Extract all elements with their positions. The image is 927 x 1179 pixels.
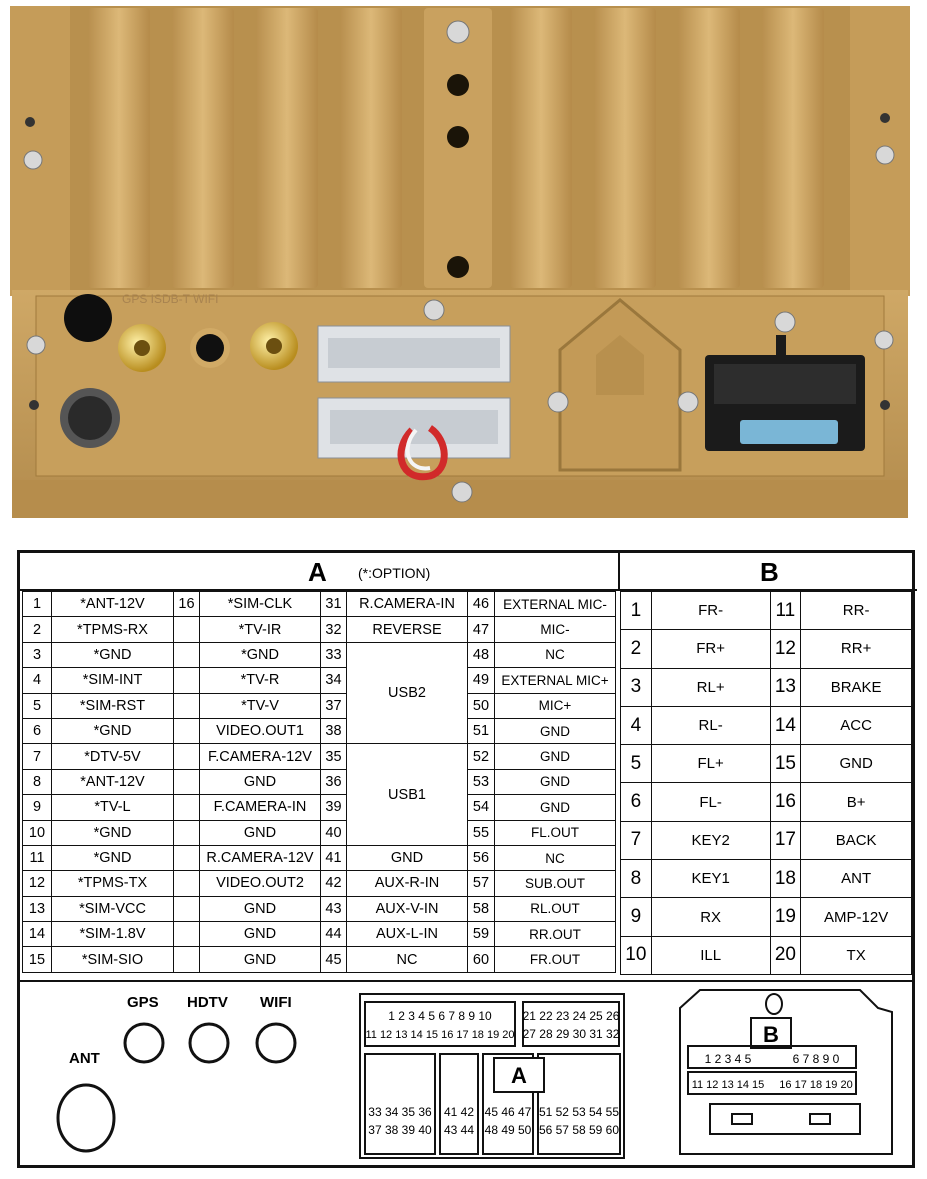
pin-function: AUX-R-IN — [347, 871, 468, 896]
pin-function: ANT — [801, 860, 912, 898]
pin-function: RR+ — [801, 630, 912, 668]
pin-function: AUX-V-IN — [347, 896, 468, 921]
pin-number: 59 — [468, 922, 495, 947]
pin-function: *TV-IR — [200, 617, 321, 642]
pin-function: FR- — [651, 592, 770, 630]
pin-number: 15 — [770, 745, 801, 783]
table-b-row — [621, 668, 912, 706]
pin-number — [174, 820, 200, 845]
pin-function: *GND — [52, 642, 174, 667]
pin-function: F.CAMERA-IN — [200, 795, 321, 820]
b-pins-6-0: 6 7 8 9 0 — [792, 1052, 840, 1066]
pin-number: 48 — [468, 642, 495, 667]
pin-function: RL.OUT — [495, 896, 616, 921]
pin-function: TX — [801, 936, 912, 974]
pin-function: *ANT-12V — [52, 769, 174, 794]
rear-panel-photo — [0, 0, 927, 520]
table-b-row — [621, 745, 912, 783]
pin-number — [174, 947, 200, 972]
pin-number: 46 — [468, 592, 495, 617]
pin-function: FL- — [651, 783, 770, 821]
pin-number: 34 — [321, 668, 347, 693]
pin-number: 41 — [321, 845, 347, 870]
pin-number: 60 — [468, 947, 495, 972]
pin-number: 17 — [770, 821, 801, 859]
pin-number: 20 — [770, 936, 801, 974]
pin-function: GND — [495, 769, 616, 794]
table-a-row — [23, 896, 616, 921]
pin-function: NC — [495, 642, 616, 667]
pin-number: 9 — [621, 898, 652, 936]
pin-function: F.CAMERA-12V — [200, 744, 321, 769]
pin-number: 53 — [468, 769, 495, 794]
pin-function: GND — [200, 820, 321, 845]
pin-function: SUB.OUT — [495, 871, 616, 896]
pin-function: MIC- — [495, 617, 616, 642]
pin-function: NC — [347, 947, 468, 972]
table-a-row — [23, 668, 616, 693]
pin-number: 31 — [321, 592, 347, 617]
b-pins-16-20: 16 17 18 19 20 — [779, 1079, 853, 1091]
table-b-row — [621, 821, 912, 859]
pin-number: 10 — [621, 936, 652, 974]
pin-function: *GND — [52, 718, 174, 743]
pin-number: 11 — [770, 592, 801, 630]
pin-function: GND — [495, 795, 616, 820]
pin-number: 6 — [23, 718, 52, 743]
pin-number: 10 — [23, 820, 52, 845]
table-b-row — [621, 592, 912, 630]
pin-number: 3 — [23, 642, 52, 667]
table-a-row — [23, 744, 616, 769]
table-a-row — [23, 617, 616, 642]
pin-function: GND — [200, 947, 321, 972]
pin-number: 33 — [321, 642, 347, 667]
a-pins-1-10: 1 2 3 4 5 6 7 8 9 10 — [388, 1009, 492, 1023]
pin-number: 13 — [23, 896, 52, 921]
pin-number: 4 — [23, 668, 52, 693]
table-b-row — [621, 630, 912, 668]
pin-number: 8 — [621, 860, 652, 898]
pin-number: 36 — [321, 769, 347, 794]
table-a-row — [23, 718, 616, 743]
pin-function: *TV-L — [52, 795, 174, 820]
pin-number: 11 — [23, 845, 52, 870]
pin-number: 40 — [321, 820, 347, 845]
pin-function: GND — [200, 896, 321, 921]
connector-outlines — [20, 982, 915, 1170]
pin-function: *SIM-VCC — [52, 896, 174, 921]
pin-number — [174, 922, 200, 947]
pin-function: *DTV-5V — [52, 744, 174, 769]
table-b-row — [621, 860, 912, 898]
pin-function: B+ — [801, 783, 912, 821]
pin-number: 1 — [23, 592, 52, 617]
pin-function: R.CAMERA-IN — [347, 592, 468, 617]
pin-number — [174, 718, 200, 743]
table-b-row — [621, 783, 912, 821]
pin-function: GND — [200, 769, 321, 794]
pin-function: AMP-12V — [801, 898, 912, 936]
pin-number: 2 — [621, 630, 652, 668]
pin-function: GND — [801, 745, 912, 783]
b-pins-1-5: 1 2 3 4 5 — [704, 1052, 752, 1066]
pin-number: 4 — [621, 706, 652, 744]
pin-number — [174, 642, 200, 667]
a-pins-21-26: 21 22 23 24 25 26 — [522, 1009, 620, 1023]
pin-function: *SIM-CLK — [200, 592, 321, 617]
pin-function: *ANT-12V — [52, 592, 174, 617]
pin-number: 32 — [321, 617, 347, 642]
connector-b-label: B — [763, 1022, 779, 1047]
a-pins-48-50: 48 49 50 — [484, 1123, 532, 1137]
pin-number — [174, 769, 200, 794]
pin-number: 47 — [468, 617, 495, 642]
pin-function: GND — [200, 922, 321, 947]
pin-function: RX — [651, 898, 770, 936]
connector-panel — [12, 290, 908, 518]
pin-function: EXTERNAL MIC- — [495, 592, 616, 617]
pin-number: 38 — [321, 718, 347, 743]
a-pins-45-47: 45 46 47 — [484, 1105, 532, 1119]
pin-function: FR.OUT — [495, 947, 616, 972]
pin-number: 39 — [321, 795, 347, 820]
pin-function: RR.OUT — [495, 922, 616, 947]
wifi-label: WIFI — [260, 994, 292, 1011]
pin-function: GND — [495, 718, 616, 743]
pin-function: KEY1 — [651, 860, 770, 898]
table-a-row — [23, 592, 616, 617]
pin-number: 42 — [321, 871, 347, 896]
table-a-row — [23, 795, 616, 820]
gps-label: GPS — [127, 994, 159, 1011]
isdbt-socket — [196, 334, 224, 362]
pin-number: 15 — [23, 947, 52, 972]
pin-number: 13 — [770, 668, 801, 706]
table-a-row — [23, 922, 616, 947]
pin-number: 5 — [23, 693, 52, 718]
pin-function: RL+ — [651, 668, 770, 706]
pinout-table-b — [620, 591, 912, 975]
pin-number — [174, 617, 200, 642]
pin-number: 58 — [468, 896, 495, 921]
pin-number — [174, 795, 200, 820]
a-pins-43-44: 43 44 — [443, 1123, 475, 1137]
pin-function: FR+ — [651, 630, 770, 668]
pin-function: *SIM-INT — [52, 668, 174, 693]
pin-function: RR- — [801, 592, 912, 630]
pin-number: 43 — [321, 896, 347, 921]
pin-function: *SIM-SIO — [52, 947, 174, 972]
pin-number: 5 — [621, 745, 652, 783]
a-pins-33-36: 33 34 35 36 — [368, 1105, 432, 1119]
pin-number: 44 — [321, 922, 347, 947]
pin-function: *TPMS-RX — [52, 617, 174, 642]
table-b-row — [621, 936, 912, 974]
pin-number: 7 — [621, 821, 652, 859]
pin-number: 8 — [23, 769, 52, 794]
pin-number: 16 — [770, 783, 801, 821]
gps-port-symbol — [125, 1024, 163, 1062]
pin-function: *SIM-1.8V — [52, 922, 174, 947]
pin-number — [174, 668, 200, 693]
usb1-cell: USB1 — [347, 744, 468, 846]
hdtv-port-symbol — [190, 1024, 228, 1062]
section-b-header — [618, 553, 917, 591]
pin-number: 50 — [468, 693, 495, 718]
pin-function: *TPMS-TX — [52, 871, 174, 896]
pin-function: BACK — [801, 821, 912, 859]
pin-function: MIC+ — [495, 693, 616, 718]
radio-antenna-socket — [68, 396, 112, 440]
pin-function: GND — [495, 744, 616, 769]
pin-number: 45 — [321, 947, 347, 972]
pin-number: 6 — [621, 783, 652, 821]
pin-number: 7 — [23, 744, 52, 769]
table-a-row — [23, 820, 616, 845]
pin-function: *GND — [52, 845, 174, 870]
table-a-row — [23, 642, 616, 667]
pin-function: FL+ — [651, 745, 770, 783]
pin-function: EXTERNAL MIC+ — [495, 668, 616, 693]
pin-number: 14 — [23, 922, 52, 947]
pin-number — [174, 871, 200, 896]
a-pins-27-32: 27 28 29 30 31 32 — [522, 1027, 620, 1041]
table-a-row — [23, 693, 616, 718]
pin-function: REVERSE — [347, 617, 468, 642]
ant-label: ANT — [69, 1050, 100, 1067]
pin-function: VIDEO.OUT2 — [200, 871, 321, 896]
pin-number: 18 — [770, 860, 801, 898]
pin-function: ACC — [801, 706, 912, 744]
pin-number — [174, 896, 200, 921]
pin-number — [174, 845, 200, 870]
pin-number: 37 — [321, 693, 347, 718]
connector-diagram — [20, 980, 915, 1170]
table-a-row — [23, 947, 616, 972]
pin-function: GND — [347, 845, 468, 870]
pin-number: 14 — [770, 706, 801, 744]
pin-number: 9 — [23, 795, 52, 820]
pin-number: 12 — [770, 630, 801, 668]
pin-function: VIDEO.OUT1 — [200, 718, 321, 743]
pin-number: 3 — [621, 668, 652, 706]
connector-a-label: A — [511, 1063, 527, 1088]
ant-port-symbol — [58, 1085, 114, 1151]
pin-function: *TV-V — [200, 693, 321, 718]
pinout-table-a — [22, 591, 616, 973]
heatsink — [10, 6, 910, 296]
pin-function: ILL — [651, 936, 770, 974]
table-b-row — [621, 706, 912, 744]
wiring-diagram — [17, 550, 915, 1168]
pin-function: KEY2 — [651, 821, 770, 859]
pin-function: NC — [495, 845, 616, 870]
option-note: (*:OPTION) — [358, 565, 431, 581]
pin-number — [174, 693, 200, 718]
section-a-title: A — [308, 557, 327, 587]
pin-number: 57 — [468, 871, 495, 896]
fuse — [740, 420, 838, 444]
hdtv-label: HDTV — [187, 994, 228, 1011]
a-pins-41-42: 41 42 — [443, 1105, 475, 1119]
a-pins-56-60: 56 57 58 59 60 — [538, 1123, 620, 1137]
pin-function: *GND — [52, 820, 174, 845]
ant-socket-top — [64, 294, 112, 342]
pin-number: 49 — [468, 668, 495, 693]
a-pins-37-40: 37 38 39 40 — [368, 1123, 432, 1137]
table-a-row — [23, 871, 616, 896]
panel-engraving: GPS ISDB-T WIFI — [122, 292, 219, 306]
pin-number: 52 — [468, 744, 495, 769]
pin-function: R.CAMERA-12V — [200, 845, 321, 870]
pin-function: RL- — [651, 706, 770, 744]
pin-number: 55 — [468, 820, 495, 845]
a-pins-11-20: 11 12 13 14 15 16 17 18 19 20 — [365, 1029, 515, 1041]
pin-function: *TV-R — [200, 668, 321, 693]
b-pins-11-15: 11 12 13 14 15 — [691, 1079, 765, 1091]
pin-number — [174, 744, 200, 769]
a-pins-51-55: 51 52 53 54 55 — [538, 1105, 620, 1119]
pin-function: AUX-L-IN — [347, 922, 468, 947]
usb2-cell: USB2 — [347, 642, 468, 744]
pin-number: 12 — [23, 871, 52, 896]
pin-number: 16 — [174, 592, 200, 617]
pin-function: *GND — [200, 642, 321, 667]
pin-function: FL.OUT — [495, 820, 616, 845]
pin-number: 1 — [621, 592, 652, 630]
table-a-row — [23, 769, 616, 794]
pin-number: 35 — [321, 744, 347, 769]
pin-number: 19 — [770, 898, 801, 936]
section-a-header — [20, 553, 618, 591]
pin-number: 56 — [468, 845, 495, 870]
section-b-title: B — [760, 557, 779, 587]
pin-function: BRAKE — [801, 668, 912, 706]
pin-number: 51 — [468, 718, 495, 743]
wifi-port-symbol — [257, 1024, 295, 1062]
pin-function: *SIM-RST — [52, 693, 174, 718]
pin-number: 54 — [468, 795, 495, 820]
table-a-row — [23, 845, 616, 870]
table-b-row — [621, 898, 912, 936]
pin-number: 2 — [23, 617, 52, 642]
